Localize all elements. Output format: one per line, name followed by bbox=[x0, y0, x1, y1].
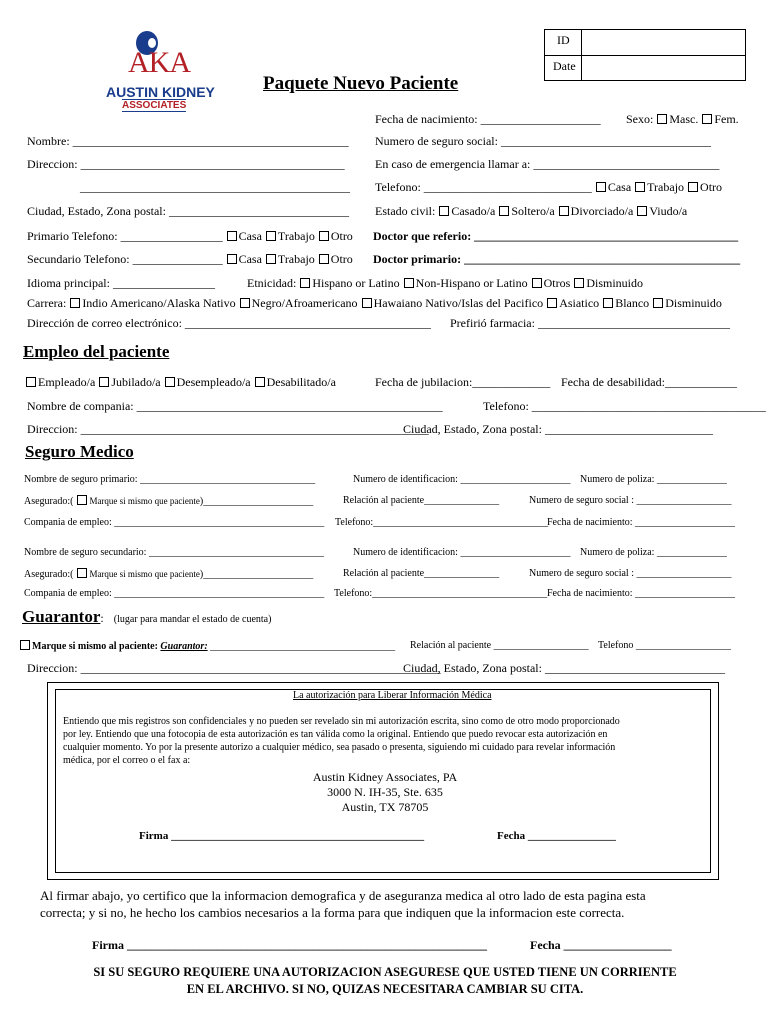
soltero-checkbox[interactable] bbox=[499, 206, 509, 216]
certification-line-2: correcta; y si no, he hecho los cambios necesarios a la forma para que indiquen que la informacion este correcta. bbox=[40, 905, 625, 920]
asiatico-checkbox[interactable] bbox=[547, 298, 557, 308]
authorization-p3: cualquier momento. Yo por la presente autorizo a cualquier médico, sea pasado o presenta, siguiendo mi cuidado para revelar información bbox=[63, 742, 616, 753]
pharmacy-field[interactable]: Prefirió farmacia: ________________________________ bbox=[450, 316, 730, 330]
primary-employer[interactable]: Compania de empleo: __________________________________________ bbox=[24, 517, 325, 528]
employment-status: Empleado/a Jubilado/a Desempleado/a Desabilitado/a bbox=[22, 375, 336, 390]
authorization-p4: médica, por el correo o el fax a: bbox=[63, 755, 191, 766]
secondary-insured-dob[interactable]: Fecha de nacimiento: ____________________ bbox=[547, 588, 736, 599]
city-field[interactable]: Ciudad, Estado, Zona postal: ______________________________ bbox=[27, 204, 349, 218]
nohispano-checkbox[interactable] bbox=[404, 278, 414, 288]
dob-field[interactable]: Fecha de nacimiento: ____________________ bbox=[375, 112, 601, 126]
ssn-field[interactable]: Numero de seguro social: ___________________________________ bbox=[375, 134, 711, 148]
p-trabajo-checkbox[interactable] bbox=[266, 231, 276, 241]
insurance-heading: Seguro Medico bbox=[25, 442, 134, 461]
blanco-checkbox[interactable] bbox=[603, 298, 613, 308]
company-phone[interactable]: Telefono: _______________________________________ bbox=[483, 399, 766, 413]
sex-field: Sexo: Masc. Fem. bbox=[626, 112, 739, 126]
name-field[interactable]: Nombre: ______________________________________________ bbox=[27, 134, 349, 148]
address-field[interactable]: Direccion: ____________________________________________ bbox=[27, 157, 345, 171]
warning-line-1: SI SU SEGURO REQUIERE UNA AUTORIZACION ASEGURESE QUE USTED TIENE UN CORRIENTE bbox=[93, 965, 677, 979]
secondary-employer-phone[interactable]: Telefono:___________________________________ bbox=[334, 588, 548, 599]
warning-line-2: EN EL ARCHIVO. SI NO, QUIZAS NECESITARA CAMBIAR SU CITA. bbox=[186, 982, 584, 996]
guarantor-self: Marque si mismo al paciente: Guarantor: _____________________________________ bbox=[20, 640, 395, 652]
primary-phone: Primario Telefono: _________________ Casa Trabajo Otro bbox=[27, 229, 353, 243]
company-address[interactable]: Direccion: __________________________________________________________ bbox=[27, 422, 429, 436]
primary-insured-dob[interactable]: Fecha de nacimiento: ____________________ bbox=[547, 517, 736, 528]
address-line2[interactable]: _____________________________________________ bbox=[80, 180, 350, 194]
hispano-checkbox[interactable] bbox=[300, 278, 310, 288]
date-field[interactable] bbox=[583, 57, 743, 79]
address-line-2: 3000 N. IH-35, Ste. 635 bbox=[327, 785, 443, 799]
disminuido-checkbox[interactable] bbox=[574, 278, 584, 288]
primary-self-checkbox[interactable] bbox=[77, 495, 87, 505]
s-otro-checkbox[interactable] bbox=[319, 254, 329, 264]
secondary-insured-ssn[interactable]: Numero de seguro social : ___________________ bbox=[529, 568, 732, 579]
logo-line1: AUSTIN KIDNEY bbox=[106, 84, 215, 100]
company-field[interactable]: Nombre de compania: ___________________________________________________ bbox=[27, 399, 443, 413]
p-casa-checkbox[interactable] bbox=[227, 231, 237, 241]
secondary-phone: Secundario Telefono: _______________ Casa Trabajo Otro bbox=[27, 252, 353, 266]
secondary-self-checkbox[interactable] bbox=[77, 568, 87, 578]
jubilado-checkbox[interactable] bbox=[99, 377, 109, 387]
p-otro-checkbox[interactable] bbox=[319, 231, 329, 241]
viudo-checkbox[interactable] bbox=[637, 206, 647, 216]
primary-employer-phone[interactable]: Telefono:___________________________________ bbox=[335, 517, 549, 528]
company-city[interactable]: Ciudad, Estado, Zona postal: ____________________________ bbox=[403, 422, 713, 436]
trabajo-checkbox[interactable] bbox=[635, 182, 645, 192]
guarantor-address[interactable]: Direccion: ____________________________________________________________ bbox=[27, 661, 441, 675]
guarantor-heading-row: Guarantor: (lugar para mandar el estado de cuenta) bbox=[22, 607, 272, 626]
guarantor-note: (lugar para mandar el estado de cuenta) bbox=[113, 614, 272, 625]
secondary-policy[interactable]: Numero de poliza: ______________ bbox=[580, 547, 727, 558]
auth-date-field[interactable]: Fecha ________________ bbox=[497, 830, 616, 842]
empleado-checkbox[interactable] bbox=[26, 377, 36, 387]
address-line-1: Austin Kidney Associates, PA bbox=[312, 770, 458, 784]
casado-checkbox[interactable] bbox=[439, 206, 449, 216]
race: Carrera: Indio Americano/Alaska Nativo Negro/Afroamericano Hawaiano Nativo/Islas del Pacifico Asiatico Blanco Disminuido bbox=[27, 296, 722, 310]
primary-policy[interactable]: Numero de poliza: ______________ bbox=[580, 474, 727, 485]
id-field[interactable] bbox=[583, 31, 743, 54]
fem-checkbox[interactable] bbox=[702, 114, 712, 124]
desempleado-checkbox[interactable] bbox=[165, 377, 175, 387]
disability-date[interactable]: Fecha de desabilidad:____________ bbox=[561, 375, 737, 389]
ethnicity: Etnicidad: Hispano or Latino Non-Hispano or Latino Otros Disminuido bbox=[247, 276, 643, 290]
hawaiano-checkbox[interactable] bbox=[362, 298, 372, 308]
id-label: ID bbox=[557, 33, 570, 47]
date-label: Date bbox=[553, 59, 576, 73]
authorization-p2: por ley. Entiendo que una fotocopia de esta autorización es tan válida como la original. Entiendo que puedo revocar esta autorización en bbox=[63, 729, 608, 740]
otro-checkbox[interactable] bbox=[688, 182, 698, 192]
guarantor-heading: Guarantor bbox=[22, 607, 101, 626]
footer-date-field[interactable]: Fecha __________________ bbox=[530, 938, 672, 952]
logo bbox=[104, 28, 219, 114]
s-casa-checkbox[interactable] bbox=[227, 254, 237, 264]
address-line-3: Austin, TX 78705 bbox=[341, 800, 429, 814]
primary-insured-ssn[interactable]: Numero de seguro social : ___________________ bbox=[529, 495, 732, 506]
guarantor-relation[interactable]: Relación al paciente ___________________ bbox=[410, 640, 589, 651]
id-date-box bbox=[544, 29, 746, 81]
primary-insurance-id[interactable]: Numero de identificacion: ______________________ bbox=[353, 474, 571, 485]
authorization-p1: Entiendo que mis registros son confidenciales y no pueden ser revelado sin mi autorización escrita, sino como de otro modo proporcionado bbox=[63, 716, 620, 727]
page-title: Paquete Nuevo Paciente bbox=[263, 73, 459, 94]
guarantor-city[interactable]: Ciudad, Estado, Zona postal: ______________________________ bbox=[403, 661, 725, 675]
marital-status: Estado civil: Casado/a Soltero/a Divorciado/a Viudo/a bbox=[375, 204, 688, 218]
authorization-title: La autorización para Liberar Información Médica bbox=[293, 690, 492, 701]
primary-relation[interactable]: Relación al paciente_______________ bbox=[343, 495, 500, 506]
primary-insured: Asegurado:( Marque si mismo que paciente)______________________ bbox=[24, 496, 314, 507]
guarantor-phone[interactable]: Telefono ___________________ bbox=[598, 640, 731, 651]
email-field[interactable]: Dirección de correo electrónico: _________________________________________ bbox=[27, 316, 431, 330]
auth-signature-field[interactable]: Firma ______________________________________________ bbox=[139, 830, 425, 842]
retirement-date[interactable]: Fecha de jubilacion:_____________ bbox=[375, 375, 551, 389]
emergency-phone: Telefono: ____________________________ Casa Trabajo Otro bbox=[375, 180, 723, 194]
indio-checkbox[interactable] bbox=[70, 298, 80, 308]
language-field[interactable]: Idioma principal: _________________ bbox=[27, 276, 215, 290]
secondary-insured: Asegurado:( Marque si mismo que paciente)______________________ bbox=[24, 569, 314, 580]
primary-insurance-name[interactable]: Nombre de seguro primario: ___________________________________ bbox=[24, 474, 316, 485]
negro-checkbox[interactable] bbox=[240, 298, 250, 308]
certification-line-1: Al firmar abajo, yo certifico que la informacion demografica y de aseguranza medica al otro lado de esta pagina esta bbox=[40, 888, 646, 903]
secondary-employer[interactable]: Compania de empleo: __________________________________________ bbox=[24, 588, 325, 599]
guarantor-self-checkbox[interactable] bbox=[20, 640, 30, 650]
otros-checkbox[interactable] bbox=[532, 278, 542, 288]
emergency-field[interactable]: En caso de emergencia llamar a: _______________________________ bbox=[375, 157, 720, 171]
referring-doctor[interactable]: Doctor que referio: ____________________________________________ bbox=[373, 229, 739, 243]
casa-checkbox[interactable] bbox=[596, 182, 606, 192]
masc-checkbox[interactable] bbox=[657, 114, 667, 124]
divorciado-checkbox[interactable] bbox=[559, 206, 569, 216]
disminuido2-checkbox[interactable] bbox=[653, 298, 663, 308]
employment-heading: Empleo del paciente bbox=[23, 342, 170, 361]
s-trabajo-checkbox[interactable] bbox=[266, 254, 276, 264]
desabilitado-checkbox[interactable] bbox=[255, 377, 265, 387]
secondary-relation[interactable]: Relación al paciente_______________ bbox=[343, 568, 500, 579]
primary-doctor[interactable]: Doctor primario: ______________________________________________ bbox=[373, 252, 741, 266]
footer-signature-field[interactable]: Firma ____________________________________________________________ bbox=[92, 938, 487, 952]
logo-line2: ASSOCIATES bbox=[122, 100, 187, 111]
secondary-insurance-id[interactable]: Numero de identificacion: ______________________ bbox=[353, 547, 571, 558]
secondary-insurance-name[interactable]: Nombre de seguro secundario: ___________________________________ bbox=[24, 547, 324, 558]
logo-letters: AKA bbox=[128, 46, 190, 79]
